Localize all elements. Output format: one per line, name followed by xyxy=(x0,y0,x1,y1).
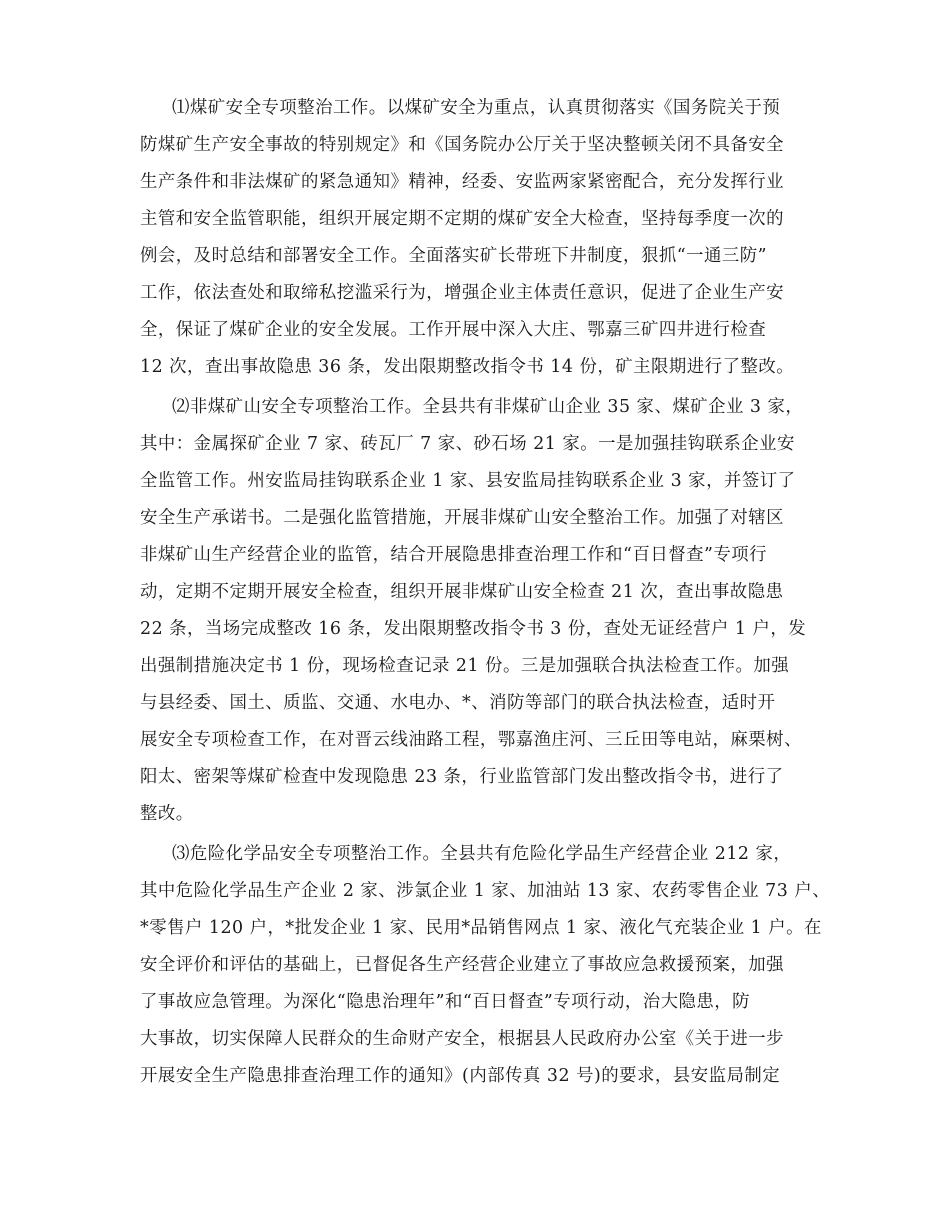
text-line: 大事故，切实保障人民群众的生命财产安全，根据县人民政府办公室《关于进一步 xyxy=(140,1029,785,1049)
text-line: 安全生产承诺书。二是强化监管措施，开展非煤矿山安全整治工作。加强了对辖区 xyxy=(140,508,785,528)
text-line: 其中：金属探矿企业 7 家、砖瓦厂 7 家、砂石场 21 家。一是加强挂钩联系企业安 xyxy=(140,434,795,454)
text-line: 与县经委、国土、质监、交通、水电办、*、消防等部门的联合执法检查，适时开 xyxy=(140,693,776,713)
text-line: 非煤矿山生产经营企业的监管，结合开展隐患排查治理工作和“百日督查”专项行 xyxy=(140,545,768,565)
text-line: 例会，及时总结和部署安全工作。全面落实矿长带班下井制度，狠抓“一通三防” xyxy=(140,246,768,266)
text-line: 工作，依法查处和取缔私挖滥采行为，增强企业主体责任意识，促进了企业生产安 xyxy=(140,283,785,303)
text-line: 出强制措施决定书 1 份，现场检查记录 21 份。三是加强联合执法检查工作。加强 xyxy=(140,656,790,676)
text-line: 22 条，当场完成整改 16 条，发出限期整改指令书 3 份，查处无证经营户 1 户，发 xyxy=(140,619,807,639)
text-line: 主管和安全监管职能，组织开展定期不定期的煤矿安全大检查，坚持每季度一次的 xyxy=(140,209,785,229)
text-line: 其中危险化学品生产企业 2 家、涉氯企业 1 家、加油站 13 家、农药零售企业 73 户、 xyxy=(140,881,831,901)
text-line: 安全评价和评估的基础上，已督促各生产经营企业建立了事故应急救援预案，加强 xyxy=(140,955,785,975)
text-line: ⑵非煤矿山安全专项整治工作。全县共有非煤矿山企业 35 家、煤矿企业 3 家， xyxy=(172,397,804,417)
text-line: ⑴煤矿安全专项整治工作。以煤矿安全为重点，认真贯彻落实《国务院关于预 xyxy=(172,98,781,118)
text-line: 动，定期不定期开展安全检查，组织开展非煤矿山安全检查 21 次，查出事故隐患 xyxy=(140,582,784,602)
text-line: ⑶危险化学品安全专项整治工作。全县共有危险化学品生产经营企业 212 家， xyxy=(172,844,792,864)
text-line: 生产条件和非法煤矿的紧急通知》精神，经委、安监两家紧密配合，充分发挥行业 xyxy=(140,172,785,192)
text-line: *零售户 120 户，*批发企业 1 家、民用*品销售网点 1 家、液化气充装企业 1 户。在 xyxy=(140,918,822,938)
text-line: 全监管工作。州安监局挂钩联系企业 1 家、县安监局挂钩联系企业 3 家，并签订了 xyxy=(140,471,796,491)
text-line: 防煤矿生产安全事故的特别规定》和《国务院办公厅关于坚决整顿关闭不具备安全 xyxy=(140,135,785,155)
text-line: 开展安全生产隐患排查治理工作的通知》(内部传真 32 号)的要求，县安监局制定 xyxy=(140,1066,781,1086)
text-line: 了事故应急管理。为深化“隐患治理年”和“百日督查”专项行动，治大隐患，防 xyxy=(140,992,751,1012)
text-line: 12 次，查出事故隐患 36 条，发出限期整改指令书 14 份，矿主限期进行了整改。 xyxy=(140,357,795,377)
text-line: 展安全专项检查工作，在对晋云线油路工程，鄂嘉渔庄河、三丘田等电站，麻栗树、 xyxy=(140,730,802,750)
text-line: 阳太、密架等煤矿检查中发现隐患 23 条，行业监管部门发出整改指令书，进行了 xyxy=(140,767,784,787)
text-line: 全，保证了煤矿企业的安全发展。工作开展中深入大庄、鄂嘉三矿四井进行检查 xyxy=(140,320,767,340)
text-line: 整改。 xyxy=(140,804,194,824)
